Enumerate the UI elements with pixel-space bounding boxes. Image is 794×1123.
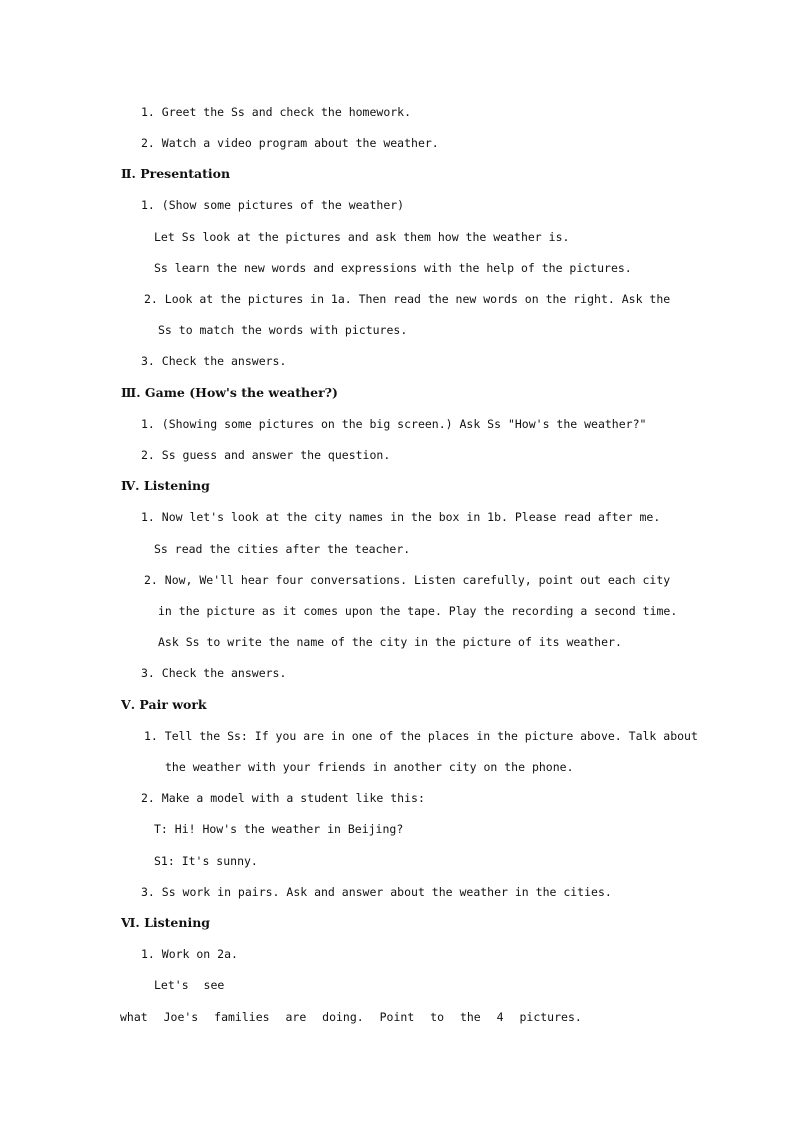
step-guess: 2. Ss guess and answer the question. [141,448,391,462]
section-heading-listening: Ⅳ. Listening [121,478,210,493]
step-detail: Ss learn the new words and expressions with the help of the pictures. [154,261,632,275]
step-detail: Ss read the cities after the teacher. [154,542,411,556]
step-watch-video: 2. Watch a video program about the weather. [141,136,439,150]
step-detail: in the picture as it comes upon the tape. Play the recording a second time. [158,604,678,618]
step-city-names: 1. Now let's look at the city names in the box in 1b. Please read after me. [141,510,661,524]
step-check-answers: 3. Check the answers. [141,354,287,368]
step-pair-work: 3. Ss work in pairs. Ask and answer about the weather in the cities. [141,885,612,899]
section-heading-game: Ⅲ. Game (How's the weather?) [121,385,338,400]
section-heading-presentation: Ⅱ. Presentation [121,166,231,181]
dialogue-line-student: S1: It's sunny. [154,854,258,868]
step-look-pictures: 2. Look at the pictures in 1a. Then read the new words on the right. Ask the [144,292,671,306]
step-greet: 1. Greet the Ss and check the homework. [141,105,412,119]
dialogue-line-teacher: T: Hi! How's the weather in Beijing? [154,822,404,836]
step-work-on-2a: 1. Work on 2a. [141,947,238,961]
step-tell-ss: 1. Tell the Ss: If you are in one of the places in the picture above. Talk about [144,729,698,743]
step-conversations: 2. Now, We'll hear four conversations. Listen carefully, point out each city [144,573,671,587]
step-check-answers: 3. Check the answers. [141,666,287,680]
step-detail: Ss to match the words with pictures. [158,323,408,337]
step-detail: what Joe's families are doing. Point to the 4 pictures. [120,1010,582,1024]
step-showing-pictures: 1. (Showing some pictures on the big screen.) Ask Ss "How's the weather?" [141,417,647,431]
step-detail: Ask Ss to write the name of the city in the picture of its weather. [158,635,622,649]
section-heading-listening-2: Ⅵ. Listening [121,915,211,930]
section-heading-pair-work: Ⅴ. Pair work [121,697,207,712]
step-show-pictures: 1. (Show some pictures of the weather) [141,198,405,212]
step-detail: Let's see [154,978,225,992]
step-model: 2. Make a model with a student like this: [141,791,425,805]
step-detail: the weather with your friends in another city on the phone. [165,760,574,774]
step-detail: Let Ss look at the pictures and ask them how the weather is. [154,230,570,244]
